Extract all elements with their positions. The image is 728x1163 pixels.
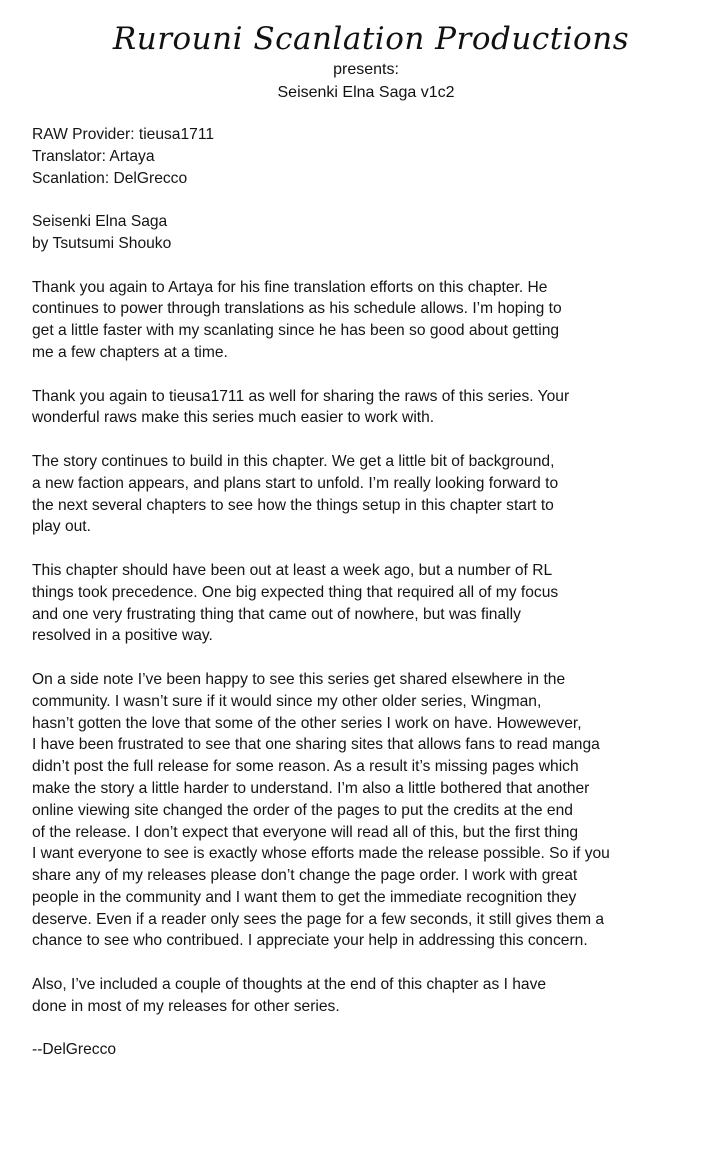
paragraph-line: Also, I’ve included a couple of thoughts at the end of this chapter as I have [32,976,547,994]
note-paragraph [32,451,682,538]
paragraph-line: hasn’t gotten the love that some of the other series I work on have. Howewever, [32,714,582,732]
work-author: by Tsutsumi Shouko [32,234,172,252]
paragraph-line: I want everyone to see is exactly whose efforts made the release possible. So if you [32,845,610,863]
credit-scanlation: Scanlation: DelGrecco [32,169,188,187]
presents-label: presents: [333,61,399,78]
credit-raw-provider: RAW Provider: tieusa1711 [32,126,215,143]
work-title: Seisenki Elna Saga [32,213,168,231]
paragraph-line: play out. [32,518,91,536]
paragraph-line: continues to power through translations as his schedule allows. I’m hoping to [32,300,562,318]
paragraph-line: I have been frustrated to see that one sharing sites that allows fans to read manga [32,736,600,754]
page-header [0,18,728,106]
paragraph-line: deserve. Even if a reader only sees the page for a few seconds, it still gives them a [32,910,605,928]
paragraph-line: people in the community and I want them to get the immediate recognition they [32,888,577,906]
paragraph-line: wonderful raws make this series much easier to work with. [32,409,435,427]
credits-block [32,124,682,189]
paragraph-line: online viewing site changed the order of the pages to put the credits at the end [32,801,573,819]
paragraph-line: Thank you again to tieusa1711 as well for sharing the raws of this series. Your [32,387,570,405]
paragraph-line: me a few chapters at a time. [32,343,228,361]
paragraph-line: things took precedence. One big expected thing that required all of my focus [32,583,559,601]
credit-translator: Translator: Artaya [32,147,155,165]
paragraph-line: didn’t post the full release for some reason. As a result it’s missing pages which [32,758,579,776]
notes-paragraphs [32,277,682,1018]
note-paragraph [32,974,682,1018]
release-title: Seisenki Elna Saga v1c2 [277,84,455,101]
paragraph-line: done in most of my releases for other series. [32,997,340,1015]
note-paragraph [32,560,682,647]
work-block [32,211,682,255]
paragraph-line: This chapter should have been out at least a week ago, but a number of RL [32,561,553,579]
paragraph-line: the next several chapters to see how the things setup in this chapter start to [32,496,554,514]
paragraph-line: share any of my releases please don’t change the page order. I work with great [32,867,578,885]
paragraph-line: On a side note I’ve been happy to see this series get shared elsewhere in the [32,670,566,688]
group-logo-title: Rurouni Scanlation Productions [112,21,630,57]
note-paragraph [32,669,682,952]
paragraph-line: Thank you again to Artaya for his fine translation efforts on this chapter. He [32,278,548,296]
signature: --DelGrecco [32,1041,117,1059]
paragraph-line: chance to see who contribued. I appreciate your help in addressing this concern. [32,932,588,950]
paragraph-line: a new faction appears, and plans start to unfold. I’m really looking forward to [32,474,559,492]
paragraph-line: get a little faster with my scanlating since he has been so good about getting [32,322,560,340]
paragraph-line: and one very frustrating thing that came out of nowhere, but was finally [32,605,521,623]
paragraph-line: of the release. I don’t expect that everyone will read all of this, but the first thing [32,823,579,841]
paragraph-line: resolved in a positive way. [32,627,213,645]
paragraph-line: The story continues to build in this chapter. We get a little bit of background, [32,452,555,470]
paragraph-line: community. I wasn’t sure if it would since my other older series, Wingman, [32,692,542,710]
note-paragraph [32,386,682,430]
page-body [32,124,682,1083]
note-paragraph [32,277,682,364]
paragraph-line: make the story a little harder to understand. I’m also a little bothered that another [32,779,590,797]
